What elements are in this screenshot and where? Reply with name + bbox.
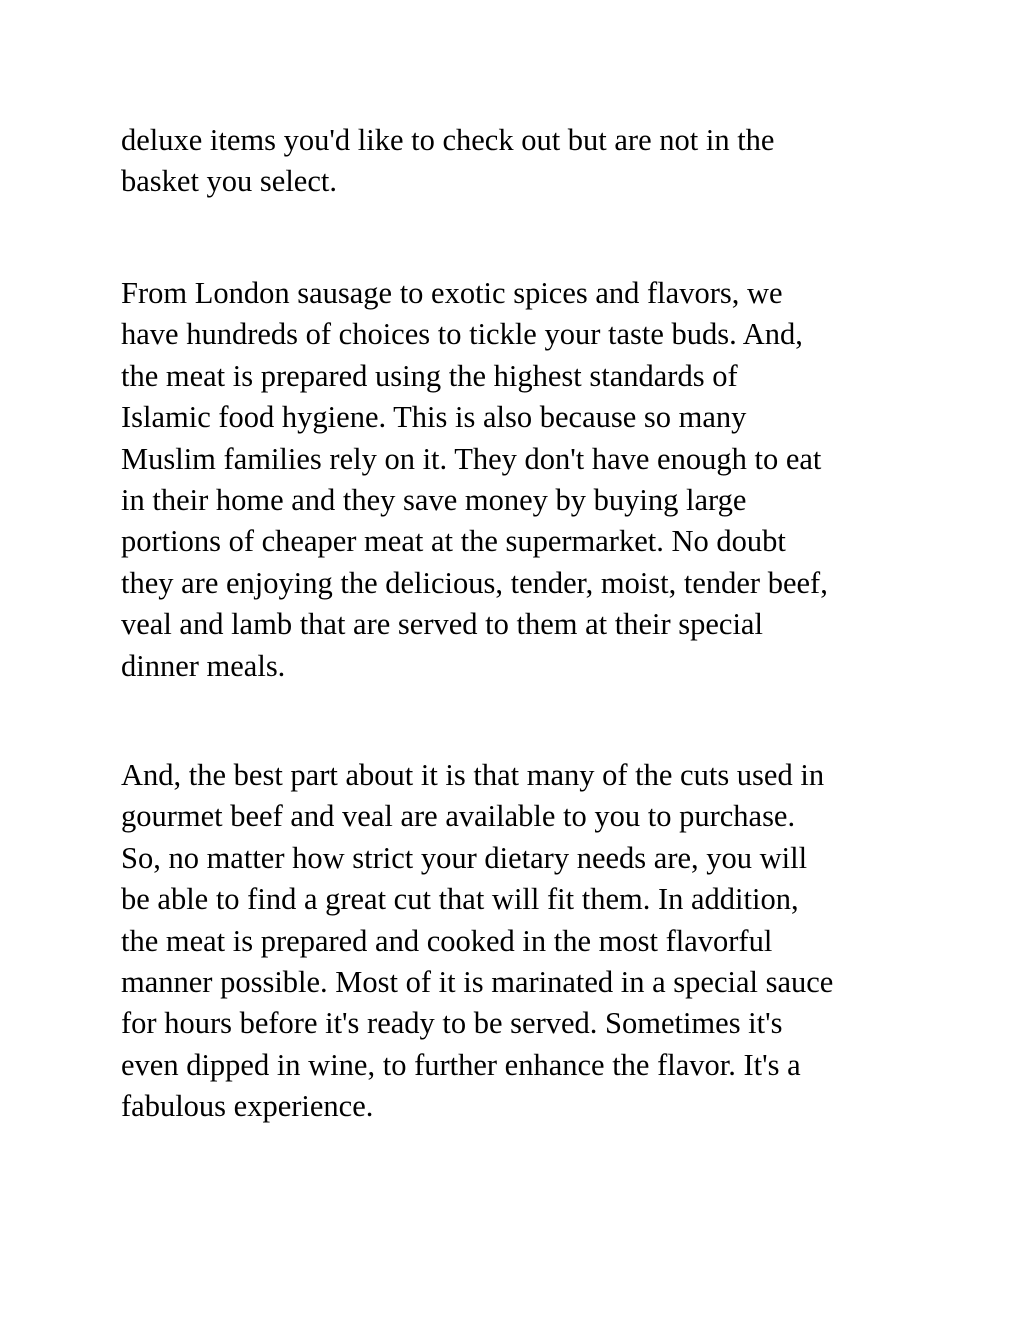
text-line: for hours before it's ready to be served. Sometimes it's: [121, 1006, 783, 1041]
text-line: even dipped in wine, to further enhance the flavor. It's a: [121, 1047, 801, 1082]
text-line: have hundreds of choices to tickle your taste buds. And,: [121, 317, 803, 352]
text-line: dinner meals.: [121, 648, 286, 683]
text-line: manner possible. Most of it is marinated in a special sauce: [121, 965, 834, 1000]
text-line: veal and lamb that are served to them at their special: [121, 607, 763, 642]
paragraph-3: [121, 755, 833, 1128]
text-line: From London sausage to exotic spices and flavors, we: [121, 276, 783, 310]
paragraph-1: [121, 120, 774, 203]
text-line: portions of cheaper meat at the supermarket. No doubt: [121, 524, 786, 559]
text-line: And, the best part about it is that many of the cuts used in: [121, 758, 825, 792]
text-line: fabulous experience.: [121, 1089, 374, 1124]
text-line: the meat is prepared using the highest standards of: [121, 358, 738, 393]
text-line: So, no matter how strict your dietary needs are, you will: [121, 840, 808, 875]
text-line: the meat is prepared and cooked in the most flavorful: [121, 923, 773, 958]
text-line: they are enjoying the delicious, tender, moist, tender beef,: [121, 565, 828, 600]
text-line: be able to find a great cut that will fit them. In addition,: [121, 882, 799, 917]
text-line: basket you select.: [121, 164, 337, 199]
text-line: Islamic food hygiene. This is also because so many: [121, 400, 747, 435]
text-line: gourmet beef and veal are available to you to purchase.: [121, 799, 796, 834]
text-line: Muslim families rely on it. They don't have enough to eat: [121, 441, 822, 476]
paragraph-2: [121, 273, 828, 687]
text-line: in their home and they save money by buying large: [121, 483, 747, 518]
text-line: deluxe items you'd like to check out but are not in the: [121, 123, 775, 157]
